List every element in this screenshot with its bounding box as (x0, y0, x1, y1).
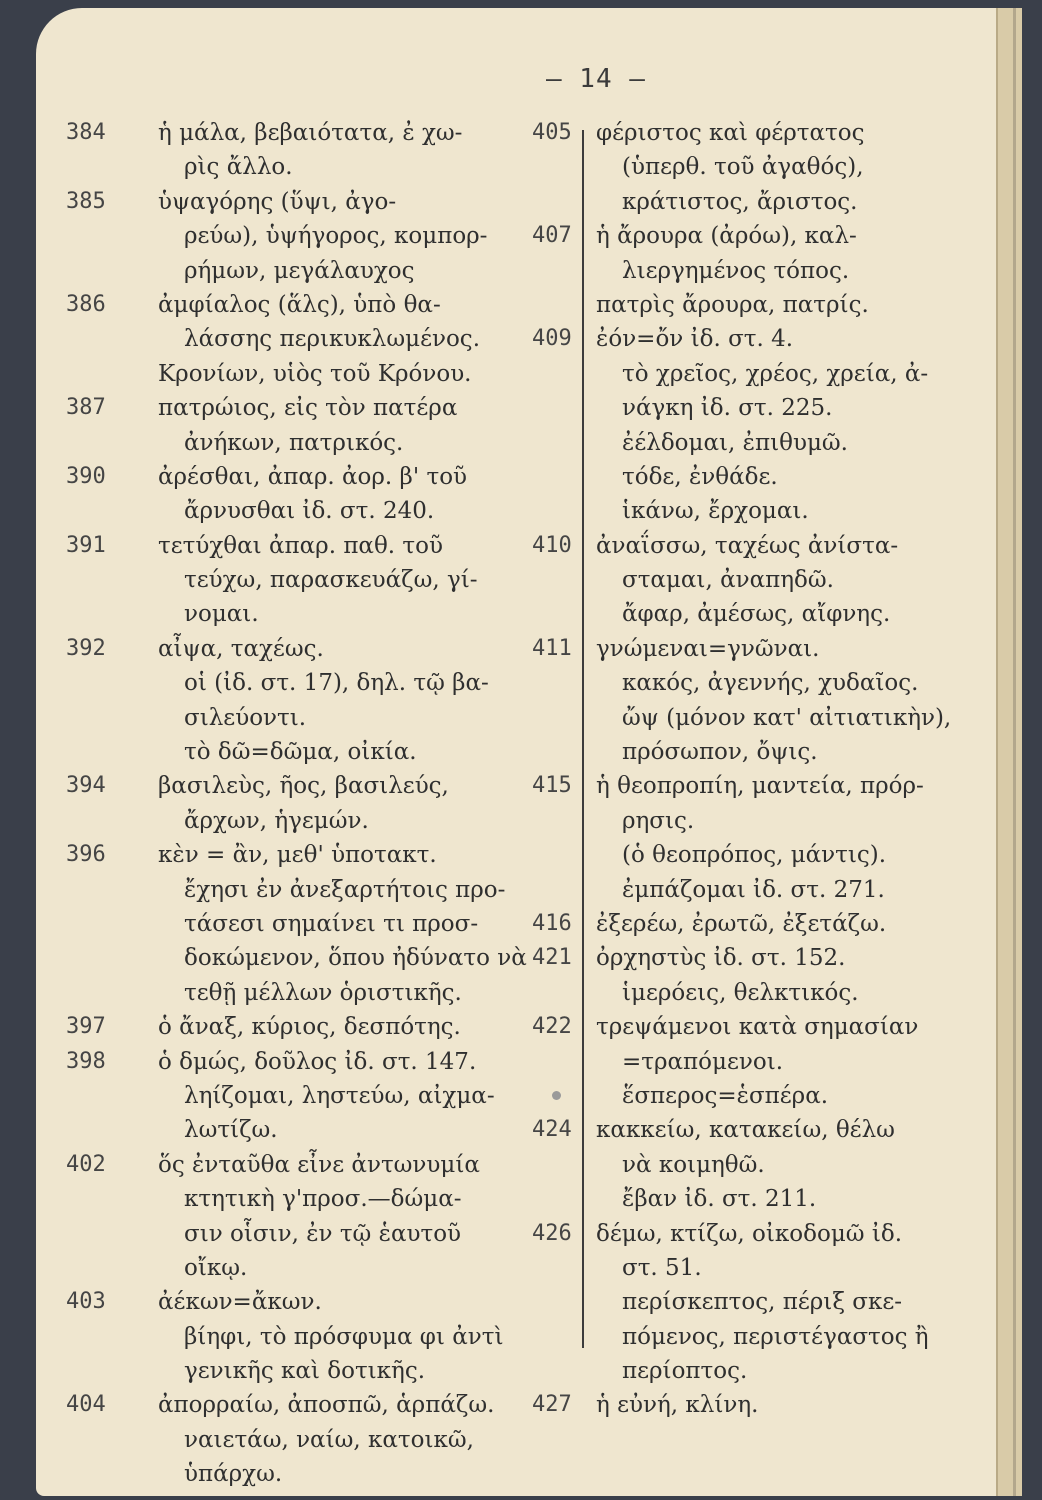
glossary-line (158, 254, 588, 288)
gloss-text: ἱκάνω, ἔρχομαι. (622, 498, 809, 525)
left-column (66, 116, 588, 1492)
glossary-line (532, 1388, 1016, 1422)
glossary-line (158, 357, 588, 391)
glossary-line (596, 1354, 1016, 1388)
gloss-text: ἔχησι ἐν ἀνεξαρτήτοις προ- (184, 876, 506, 903)
glossary-line (596, 1285, 1016, 1319)
page-number: — 14 — (546, 64, 646, 94)
gloss-text: τὸ δῶ=δῶμα, οἰκία. (184, 739, 417, 766)
glossary-line (596, 288, 1016, 322)
verse-number: 421 (532, 945, 572, 971)
glossary-line (158, 1457, 588, 1491)
glossary-line (596, 563, 1016, 597)
gloss-text: ὁ δμώς, δοῦλος ἰδ. στ. 147. (158, 1048, 477, 1075)
verse-number: 416 (532, 910, 572, 936)
glossary-line (158, 1320, 588, 1354)
gloss-text: ἐόν=ὄν ἰδ. στ. 4. (596, 326, 794, 353)
gloss-text: σιλεύοντι. (184, 704, 307, 731)
glossary-line (158, 804, 588, 838)
verse-number: 384 (66, 120, 106, 145)
gloss-text: ὀρχηστὺς ἰδ. στ. 152. (596, 945, 846, 972)
gloss-text: ἕσπερος=ἑσπέρα. (622, 1082, 829, 1109)
gloss-text: σιν οἷσιν, ἐν τῷ ἑαυτοῦ (184, 1220, 462, 1247)
glossary-line (532, 941, 1016, 975)
gloss-text: τετύχθαι ἀπαρ. παθ. τοῦ (158, 532, 443, 559)
gloss-text: αἶψα, ταχέως. (158, 635, 324, 662)
glossary-line (596, 357, 1016, 391)
verse-number: 397 (66, 1014, 106, 1040)
verse-number: 398 (66, 1048, 106, 1074)
glossary-line (66, 391, 588, 425)
gloss-text: δέμω, κτίζω, οἰκοδομῶ ἰδ. (596, 1220, 903, 1247)
glossary-line (596, 494, 1016, 528)
verse-number: 396 (66, 842, 106, 868)
gloss-text: ἔβαν ἰδ. στ. 211. (622, 1186, 817, 1213)
glossary-line (596, 735, 1016, 769)
gloss-text: κακός, ἀγεννής, χυδαῖος. (622, 670, 919, 697)
glossary-line (596, 150, 1016, 184)
glossary-line (158, 219, 588, 253)
glossary-line (158, 1251, 588, 1285)
glossary-line (596, 1251, 1016, 1285)
verse-number: 391 (66, 532, 106, 558)
glossary-line (158, 701, 588, 735)
glossary-line (596, 666, 1016, 700)
gloss-text: τόδε, ἐνθάδε. (622, 463, 778, 490)
gloss-text: κακκείω, κατακείω, θέλω (596, 1117, 895, 1144)
glossary-line (596, 1320, 1016, 1354)
gloss-text: (ὁ θεοπρόπος, μάντις). (622, 842, 887, 869)
book-page (36, 8, 1022, 1496)
gloss-text: ἀρέσθαι, ἀπαρ. ἀορ. β' τοῦ (158, 463, 468, 490)
right-column (532, 116, 1016, 1423)
gloss-text: κράτιστος, ἄριστος. (622, 188, 858, 215)
gloss-text: ἄφαρ, ἀμέσως, αἴφνης. (622, 601, 891, 628)
glossary-line (66, 116, 588, 150)
glossary-line (158, 426, 588, 460)
glossary-line (596, 838, 1016, 872)
glossary-line (66, 632, 588, 666)
glossary-line (66, 1285, 588, 1319)
glossary-line (158, 735, 588, 769)
gloss-text: ὑπάρχω. (184, 1461, 283, 1488)
glossary-line (66, 185, 588, 219)
glossary-line (158, 322, 588, 356)
gloss-text: πόμενος, περιστέγαστος ἢ (622, 1323, 929, 1350)
glossary-line (532, 529, 1016, 563)
verse-number: 410 (532, 532, 572, 558)
gloss-text: ληίζομαι, ληστεύω, αἰχμα- (184, 1082, 495, 1109)
gloss-text: ἡ μάλα, βεβαιότατα, ἐ χω- (158, 120, 463, 146)
glossary-line (596, 460, 1016, 494)
gloss-text: γνώμεναι=γνῶναι. (596, 635, 820, 662)
gloss-text: ὁ ἄναξ, κύριος, δεσπότης. (158, 1014, 461, 1041)
glossary-line (66, 1148, 588, 1182)
gloss-text: (ὑπερθ. τοῦ ἀγαθός), (622, 154, 864, 181)
gloss-text: ἡ ἄρουρα (ἀρόω), καλ- (596, 223, 857, 250)
glossary-line (596, 1182, 1016, 1216)
glossary-line (66, 1045, 588, 1079)
verse-number: 390 (66, 463, 106, 489)
glossary-line (158, 1079, 588, 1113)
glossary-line (532, 1010, 1016, 1044)
glossary-line (158, 666, 588, 700)
glossary-line (532, 769, 1016, 803)
gloss-text: δοκώμενον, ὅπου ἠδύνατο νὰ (184, 945, 527, 972)
gloss-text: οἱ (ἰδ. στ. 17), δηλ. τῷ βα- (184, 670, 489, 697)
gloss-text: ἡ θεοπροπίη, μαντεία, πρόρ- (596, 773, 924, 800)
glossary-line (66, 1010, 588, 1044)
verse-number: 394 (66, 773, 106, 799)
verse-number: 426 (532, 1220, 572, 1246)
gloss-text: οἴκῳ. (184, 1254, 248, 1281)
gloss-text: νὰ κοιμηθῶ. (622, 1151, 765, 1178)
glossary-line (596, 1079, 1016, 1113)
gloss-text: ἄρχων, ἡγεμών. (184, 807, 369, 834)
glossary-line (596, 976, 1016, 1010)
gloss-text: Κρονίων, υἱὸς τοῦ Κρόνου. (158, 360, 472, 387)
gloss-text: ρεύω), ὑψήγορος, κομπορ- (184, 223, 488, 250)
gloss-text: περίοπτος. (622, 1358, 748, 1385)
glossary-line (158, 494, 588, 528)
verse-number: 422 (532, 1014, 572, 1040)
gloss-text: βίηφι, τὸ πρόσφυμα φι ἀντὶ (184, 1323, 504, 1350)
gloss-text: βασιλεὺς, ῆος, βασιλεύς, (158, 773, 449, 800)
glossary-line (596, 185, 1016, 219)
gloss-text: ἡ εὐνή, κλίνη. (596, 1392, 759, 1419)
glossary-line (158, 1182, 588, 1216)
gloss-text: τεύχω, παρασκευάζω, γί- (184, 567, 478, 594)
glossary-line (596, 426, 1016, 460)
glossary-line (158, 941, 588, 975)
glossary-line (158, 873, 588, 907)
gloss-text: ὤψ (μόνον κατ' αἰτιατικὴν), (622, 704, 952, 731)
verse-number: 405 (532, 120, 572, 145)
glossary-line (532, 219, 1016, 253)
glossary-line (158, 150, 588, 184)
glossary-line (596, 1148, 1016, 1182)
glossary-line (532, 322, 1016, 356)
gloss-text: λάσσης περικυκλωμένος. (184, 326, 481, 353)
verse-number: 386 (66, 291, 106, 317)
gloss-text: τρεψάμενοι κατὰ σημασίαν (596, 1014, 919, 1041)
gloss-text: σταμαι, ἀναπηδῶ. (622, 567, 834, 594)
verse-number: 403 (66, 1289, 106, 1315)
gloss-text: ἀμφίαλος (ἅλς), ὑπὸ θα- (158, 291, 441, 318)
glossary-line (158, 563, 588, 597)
glossary-line (66, 769, 588, 803)
glossary-line (66, 529, 588, 563)
gloss-text: ἐμπάζομαι ἰδ. στ. 271. (622, 876, 885, 903)
verse-number: 424 (532, 1117, 572, 1143)
gloss-text: λιεργημένος τόπος. (622, 257, 850, 284)
gloss-text: κὲν = ἂν, μεθ' ὑποτακτ. (158, 842, 437, 869)
glossary-line (596, 254, 1016, 288)
verse-number: 392 (66, 635, 106, 661)
glossary-line (158, 1113, 588, 1147)
gloss-text: πρόσωπον, ὄψις. (622, 739, 818, 766)
gloss-text: ἀναΐσσω, ταχέως ἀνίστα- (596, 532, 899, 559)
glossary-line (532, 1113, 1016, 1147)
verse-number: 411 (532, 635, 572, 661)
gloss-text: ὑψαγόρης (ὕψι, ἀγο- (158, 188, 397, 215)
verse-number: 385 (66, 188, 106, 214)
gloss-text: ἐέλδομαι, ἐπιθυμῶ. (622, 429, 848, 456)
gloss-text: νάγκη ἰδ. στ. 225. (622, 395, 833, 422)
glossary-line (532, 116, 1016, 150)
glossary-line (66, 838, 588, 872)
verse-number: 387 (66, 395, 106, 421)
gloss-text: περίσκεπτος, πέριξ σκε- (622, 1289, 903, 1316)
bullet-mark (552, 1091, 561, 1100)
verse-number: 404 (66, 1392, 106, 1418)
glossary-line (66, 460, 588, 494)
glossary-line (532, 907, 1016, 941)
gloss-text: ἄρνυσθαι ἰδ. στ. 240. (184, 498, 435, 525)
glossary-line (158, 597, 588, 631)
verse-number: 407 (532, 223, 572, 249)
gloss-text: γενικῆς καὶ δοτικῆς. (184, 1358, 426, 1385)
glossary-line (532, 632, 1016, 666)
gloss-text: ὅς ἐνταῦθα εἶνε ἀντωνυμία (158, 1151, 480, 1178)
verse-number: 409 (532, 326, 572, 352)
gloss-text: κτητικὴ γ'προσ.—δώμα- (184, 1186, 462, 1213)
gloss-text: νομαι. (184, 601, 259, 628)
gloss-text: στ. 51. (622, 1254, 702, 1281)
glossary-line (596, 701, 1016, 735)
glossary-line (66, 1388, 588, 1422)
gloss-text: πατρώιος, εἰς τὸν πατέρα (158, 395, 458, 422)
gloss-text: ἀνήκων, πατρικός. (184, 429, 404, 456)
gloss-text: ἀέκων=ἄκων. (158, 1289, 322, 1316)
gloss-text: =τραπόμενοι. (622, 1048, 784, 1075)
gloss-text: ναιετάω, ναίω, κατοικῶ, (184, 1426, 474, 1453)
verse-number: 415 (532, 773, 572, 799)
gloss-text: τὸ χρεῖος, χρέος, χρεία, ἀ- (622, 360, 929, 387)
glossary-line (596, 391, 1016, 425)
glossary-line (66, 288, 588, 322)
gloss-text: λωτίζω. (184, 1117, 278, 1144)
gloss-text: ρήμων, μεγάλαυχος (184, 257, 415, 284)
glossary-line (596, 873, 1016, 907)
gloss-text: ἐξερέω, ἐρωτῶ, ἐξετάζω. (596, 910, 887, 937)
verse-number: 427 (532, 1392, 572, 1418)
gloss-text: ἀπορραίω, ἀποσπῶ, ἁρπάζω. (158, 1392, 495, 1419)
gloss-text: πατρὶς ἄρουρα, πατρίς. (596, 291, 869, 318)
gloss-text: φέριστος καὶ φέρτατος (596, 120, 865, 146)
glossary-line (158, 1354, 588, 1388)
glossary-line (596, 1045, 1016, 1079)
glossary-line (596, 804, 1016, 838)
glossary-line (158, 1423, 588, 1457)
gloss-text: ρησις. (622, 807, 695, 834)
verse-number: 402 (66, 1151, 106, 1177)
glossary-line (596, 597, 1016, 631)
glossary-line (158, 907, 588, 941)
gloss-text: τάσεσι σημαίνει τι προσ- (184, 910, 479, 937)
glossary-line (532, 1217, 1016, 1251)
gloss-text: ἱμερόεις, θελκτικός. (622, 979, 859, 1006)
gloss-text: ρὶς ἄλλο. (184, 154, 293, 181)
gloss-text: τεθῇ μέλλων ὁριστικῆς. (184, 979, 462, 1006)
glossary-line (158, 976, 588, 1010)
glossary-line (158, 1217, 588, 1251)
